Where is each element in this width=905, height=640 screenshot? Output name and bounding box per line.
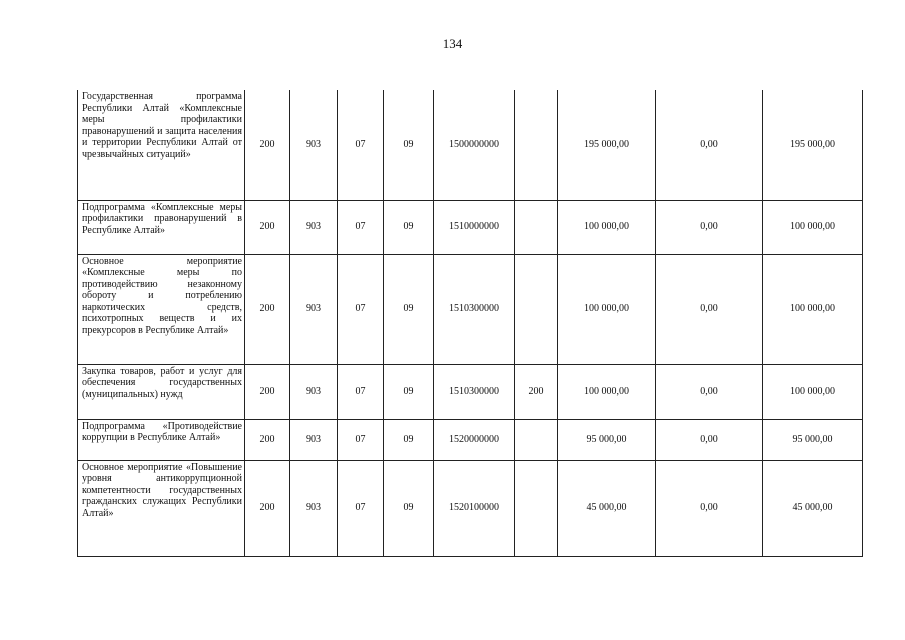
expense-type-cell bbox=[515, 254, 558, 364]
ministry-cell: 903 bbox=[290, 460, 338, 556]
target-cell: 1510300000 bbox=[434, 254, 515, 364]
target-cell: 1510000000 bbox=[434, 200, 515, 254]
section-cell: 07 bbox=[338, 460, 384, 556]
code-cell: 200 bbox=[245, 419, 290, 460]
table-row bbox=[78, 419, 863, 460]
ministry-cell: 903 bbox=[290, 90, 338, 200]
ministry-cell: 903 bbox=[290, 200, 338, 254]
expense-type-cell bbox=[515, 90, 558, 200]
change-cell: 0,00 bbox=[656, 419, 763, 460]
row-name-cell: Основное мероприятие «Комплексные меры по противодействию незаконному обороту и потреблению наркотических средств, психотропных веществ и их прекурсоров в Республике Алтай» bbox=[78, 254, 245, 364]
code-cell: 200 bbox=[245, 90, 290, 200]
amount-cell: 195 000,00 bbox=[558, 90, 656, 200]
row-name-cell: Подпрограмма «Противодействие коррупции в Республике Алтай» bbox=[78, 419, 245, 460]
code-cell: 200 bbox=[245, 460, 290, 556]
amount-cell: 100 000,00 bbox=[558, 364, 656, 419]
subsection-cell: 09 bbox=[384, 90, 434, 200]
target-cell: 1500000000 bbox=[434, 90, 515, 200]
expense-type-cell bbox=[515, 460, 558, 556]
amount-cell: 95 000,00 bbox=[558, 419, 656, 460]
subsection-cell: 09 bbox=[384, 460, 434, 556]
total-cell: 100 000,00 bbox=[763, 254, 863, 364]
table-row bbox=[78, 200, 863, 254]
section-cell: 07 bbox=[338, 200, 384, 254]
expense-type-cell bbox=[515, 419, 558, 460]
section-cell: 07 bbox=[338, 254, 384, 364]
row-name-cell: Подпрограмма «Комплексные меры профилактики правонарушений в Республике Алтай» bbox=[78, 200, 245, 254]
total-cell: 100 000,00 bbox=[763, 200, 863, 254]
table-row bbox=[78, 364, 863, 419]
total-cell: 100 000,00 bbox=[763, 364, 863, 419]
section-cell: 07 bbox=[338, 90, 384, 200]
subsection-cell: 09 bbox=[384, 364, 434, 419]
code-cell: 200 bbox=[245, 254, 290, 364]
expense-type-cell: 200 bbox=[515, 364, 558, 419]
total-cell: 195 000,00 bbox=[763, 90, 863, 200]
table-row bbox=[78, 460, 863, 556]
target-cell: 1520000000 bbox=[434, 419, 515, 460]
budget-table bbox=[77, 90, 863, 557]
change-cell: 0,00 bbox=[656, 254, 763, 364]
code-cell: 200 bbox=[245, 200, 290, 254]
expense-type-cell bbox=[515, 200, 558, 254]
change-cell: 0,00 bbox=[656, 460, 763, 556]
amount-cell: 45 000,00 bbox=[558, 460, 656, 556]
page-number: 134 bbox=[442, 36, 463, 51]
amount-cell: 100 000,00 bbox=[558, 200, 656, 254]
change-cell: 0,00 bbox=[656, 200, 763, 254]
row-name-cell: Основное мероприятие «Повышение уровня антикоррупционной компетентности государственных гражданских служащих Республики Алтай» bbox=[78, 460, 245, 556]
target-cell: 1520100000 bbox=[434, 460, 515, 556]
row-name-cell: Закупка товаров, работ и услуг для обеспечения государственных (муниципальных) нужд bbox=[78, 364, 245, 419]
subsection-cell: 09 bbox=[384, 254, 434, 364]
amount-cell: 100 000,00 bbox=[558, 254, 656, 364]
total-cell: 45 000,00 bbox=[763, 460, 863, 556]
row-name-cell: Государственная программа Республики Алтай «Комплексные меры профилактики правонарушений и защита населения и территории Республики Алтай от чрезвычайных ситуаций» bbox=[78, 90, 245, 200]
change-cell: 0,00 bbox=[656, 364, 763, 419]
section-cell: 07 bbox=[338, 364, 384, 419]
target-cell: 1510300000 bbox=[434, 364, 515, 419]
ministry-cell: 903 bbox=[290, 254, 338, 364]
code-cell: 200 bbox=[245, 364, 290, 419]
total-cell: 95 000,00 bbox=[763, 419, 863, 460]
ministry-cell: 903 bbox=[290, 419, 338, 460]
table-row bbox=[78, 90, 863, 200]
section-cell: 07 bbox=[338, 419, 384, 460]
subsection-cell: 09 bbox=[384, 200, 434, 254]
subsection-cell: 09 bbox=[384, 419, 434, 460]
ministry-cell: 903 bbox=[290, 364, 338, 419]
table-row bbox=[78, 254, 863, 364]
change-cell: 0,00 bbox=[656, 90, 763, 200]
